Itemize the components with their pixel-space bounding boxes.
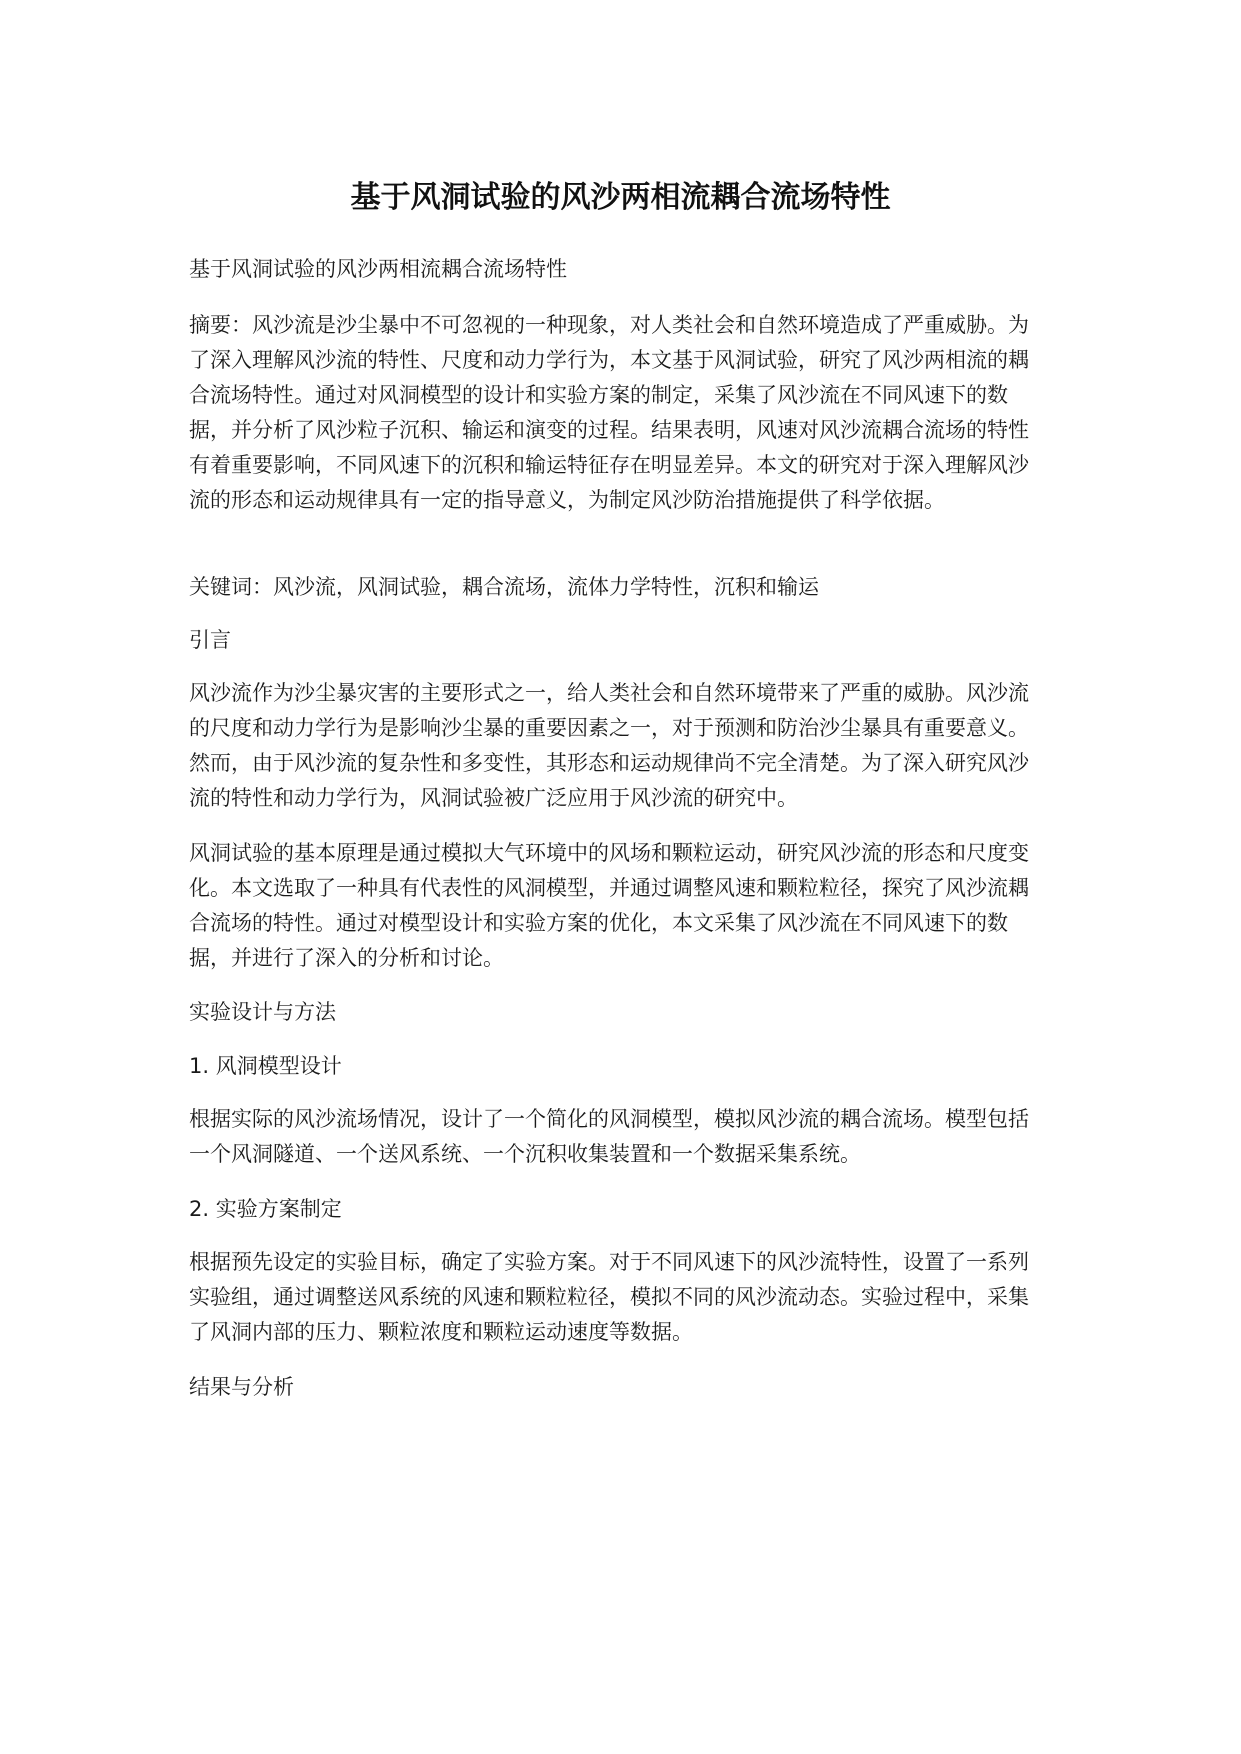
section-2-heading: 2. 实验方案制定	[189, 1197, 342, 1221]
intro-heading: 引言	[189, 628, 231, 652]
abstract-paragraph: 摘要：风沙流是沙尘暴中不可忽视的一种现象，对人类社会和自然环境造成了严重威胁。为了深入理解风沙流的特性、尺度和动力学行为，本文基于风洞试验，研究了风沙两相流的耦合流场特性。通过对风洞模型的设计和实验方案的制定，采集了风沙流在不同风速下的数据，并分析了风沙粒子沉积、输运和演变的过程。结果表明，风速对风沙流耦合流场的特性有着重要影响，不同风速下的沉积和输运特征存在明显差异。本文的研究对于深入理解风沙流的形态和运动规律具有一定的指导意义，为制定风沙防治措施提供了科学依据。	[189, 313, 1029, 512]
document-title: 基于风洞试验的风沙两相流耦合流场特性	[350, 180, 891, 215]
methods-heading: 实验设计与方法	[189, 1000, 336, 1024]
intro-paragraph-2: 风洞试验的基本原理是通过模拟大气环境中的风场和颗粒运动，研究风沙流的形态和尺度变化。本文选取了一种具有代表性的风洞模型，并通过调整风速和颗粒粒径，探究了风沙流耦合流场的特性。通过对模型设计和实验方案的优化，本文采集了风沙流在不同风速下的数据，并进行了深入的分析和讨论。	[189, 841, 1029, 970]
results-heading: 结果与分析	[189, 1375, 294, 1399]
intro-paragraph-1: 风沙流作为沙尘暴灾害的主要形式之一，给人类社会和自然环境带来了严重的威胁。风沙流的尺度和动力学行为是影响沙尘暴的重要因素之一，对于预测和防治沙尘暴具有重要意义。然而，由于风沙流的复杂性和多变性，其形态和运动规律尚不完全清楚。为了深入研究风沙流的特性和动力学行为，风洞试验被广泛应用于风沙流的研究中。	[189, 681, 1029, 810]
section-1-heading: 1. 风洞模型设计	[189, 1054, 342, 1078]
section-1-paragraph: 根据实际的风沙流场情况，设计了一个简化的风洞模型，模拟风沙流的耦合流场。模型包括一个风洞隧道、一个送风系统、一个沉积收集装置和一个数据采集系统。	[189, 1107, 1029, 1166]
section-2-paragraph: 根据预先设定的实验目标，确定了实验方案。对于不同风速下的风沙流特性，设置了一系列实验组，通过调整送风系统的风速和颗粒粒径，模拟不同的风沙流动态。实验过程中，采集了风洞内部的压力、颗粒浓度和颗粒运动速度等数据。	[189, 1250, 1029, 1344]
keywords-line: 关键词：风沙流，风洞试验，耦合流场，流体力学特性，沉积和输运	[189, 575, 819, 599]
document-subtitle: 基于风洞试验的风沙两相流耦合流场特性	[189, 257, 567, 281]
